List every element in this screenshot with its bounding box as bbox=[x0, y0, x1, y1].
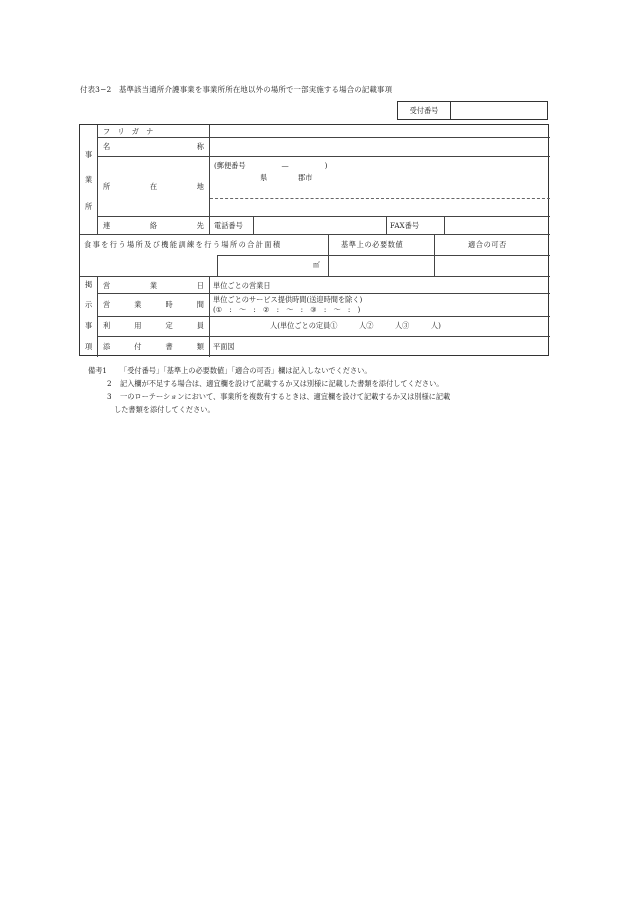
keiji-char-3: 事 bbox=[85, 321, 93, 330]
document-title: 付表3−2 基準該当通所介護事業を事業所所在地以外の場所で一部実施する場合の記載事項 bbox=[80, 85, 393, 94]
keiji-char-2: 示 bbox=[85, 300, 93, 309]
business-hours-char: 間 bbox=[196, 300, 204, 309]
attachments-char: 類 bbox=[196, 342, 204, 351]
remark-2-number: 2 bbox=[107, 379, 112, 388]
compliance-label: 適合の可否 bbox=[468, 240, 507, 249]
service-hours-field[interactable]: (① : 〜 : ② : 〜 : ③ : 〜 : ) bbox=[213, 305, 361, 314]
remark-3 bbox=[88, 390, 451, 403]
address-label-char: 在 bbox=[149, 182, 158, 191]
jigyosho-char-2: 業 bbox=[85, 175, 93, 184]
remark-3-continued bbox=[88, 403, 215, 416]
attachments-value: 平面図 bbox=[213, 342, 235, 351]
remark-3-number: 3 bbox=[107, 392, 112, 401]
attachments-char: 付 bbox=[134, 342, 142, 351]
remark-2-text: 記入欄が不足する場合は、適宜欄を設けて記載するか又は別様に記載した書類を添付してください。 bbox=[120, 379, 444, 388]
prefecture-label: 県 bbox=[260, 173, 268, 182]
required-value-field bbox=[329, 256, 433, 275]
contact-label-char: 連 bbox=[103, 221, 111, 230]
required-value-label: 基準上の必要数値 bbox=[341, 240, 404, 249]
capacity-char: 利 bbox=[103, 321, 111, 330]
business-hours-char: 業 bbox=[134, 300, 142, 309]
remarks bbox=[88, 364, 451, 416]
attachments-label bbox=[103, 343, 204, 350]
reception-number-box bbox=[397, 101, 548, 120]
business-hours-char: 時 bbox=[165, 300, 173, 309]
jigyosho-char-1: 事 bbox=[85, 150, 93, 159]
phone-label: 電話番号 bbox=[214, 221, 243, 230]
remark-1-text: 「受付番号」「基準上の必要数値」「適合の可否」欄は記入しないでください。 bbox=[120, 366, 372, 375]
contact-label-char: 先 bbox=[196, 221, 204, 230]
capacity-field[interactable]: 人(単位ごとの定員① 人② 人③ 人) bbox=[270, 321, 441, 330]
reception-number-label: 受付番号 bbox=[398, 102, 451, 119]
business-days-label bbox=[103, 282, 204, 289]
fax-field[interactable] bbox=[445, 217, 549, 233]
business-hours-label bbox=[103, 301, 204, 308]
form-table bbox=[79, 124, 549, 356]
jigyosho-char-3: 所 bbox=[85, 202, 93, 211]
compliance-field bbox=[435, 256, 549, 275]
furigana-label: フ リ ガ ナ bbox=[103, 127, 154, 136]
remark-2 bbox=[88, 377, 444, 390]
business-days-char: 営 bbox=[103, 281, 111, 290]
square-meter-unit: ㎡ bbox=[313, 261, 320, 269]
name-label-char: 称 bbox=[196, 142, 204, 151]
service-hours-note: 単位ごとのサービス提供時間(送迎時間を除く) bbox=[213, 295, 363, 304]
keiji-char-4: 項 bbox=[85, 342, 93, 351]
name-label bbox=[103, 143, 204, 150]
business-days-char: 業 bbox=[149, 281, 158, 290]
capacity-char: 員 bbox=[196, 321, 204, 330]
postal-code-field[interactable]: (郵便番号 — ) bbox=[214, 161, 328, 170]
capacity-char: 定 bbox=[165, 321, 173, 330]
fax-label: FAX番号 bbox=[390, 221, 420, 230]
name-label-char: 名 bbox=[103, 142, 111, 151]
total-area-field[interactable] bbox=[218, 256, 327, 275]
business-days-char: 日 bbox=[196, 281, 204, 290]
capacity-label bbox=[103, 322, 204, 329]
total-area-label: 食事を行う場所及び機能訓練を行う場所の合計面積 bbox=[84, 240, 282, 249]
city-label: 郡市 bbox=[298, 173, 313, 182]
address-label-char: 地 bbox=[196, 182, 204, 191]
remark-1 bbox=[88, 364, 372, 377]
attachments-char: 添 bbox=[103, 342, 111, 351]
furigana-field[interactable] bbox=[210, 126, 549, 136]
address-label bbox=[103, 183, 204, 190]
address-detail-field[interactable] bbox=[210, 199, 549, 215]
contact-label bbox=[103, 222, 204, 229]
remark-3-text: 一のローテーションにおいて、事業所を複数有するときは、適宜欄を設けて記載するか又は別様に記載 bbox=[120, 392, 451, 401]
business-hours-char: 営 bbox=[103, 300, 111, 309]
business-days-field[interactable]: 単位ごとの営業日 bbox=[213, 281, 271, 290]
name-field[interactable] bbox=[210, 138, 549, 155]
capacity-char: 用 bbox=[134, 321, 142, 330]
attachments-char: 書 bbox=[165, 342, 173, 351]
contact-label-char: 絡 bbox=[149, 221, 158, 230]
phone-field[interactable] bbox=[254, 217, 385, 233]
address-label-char: 所 bbox=[103, 182, 111, 191]
remarks-heading: 備考1 bbox=[88, 366, 107, 375]
keiji-char-1: 掲 bbox=[85, 280, 93, 289]
remark-3-text-continued: した書類を添付してください。 bbox=[114, 405, 215, 414]
